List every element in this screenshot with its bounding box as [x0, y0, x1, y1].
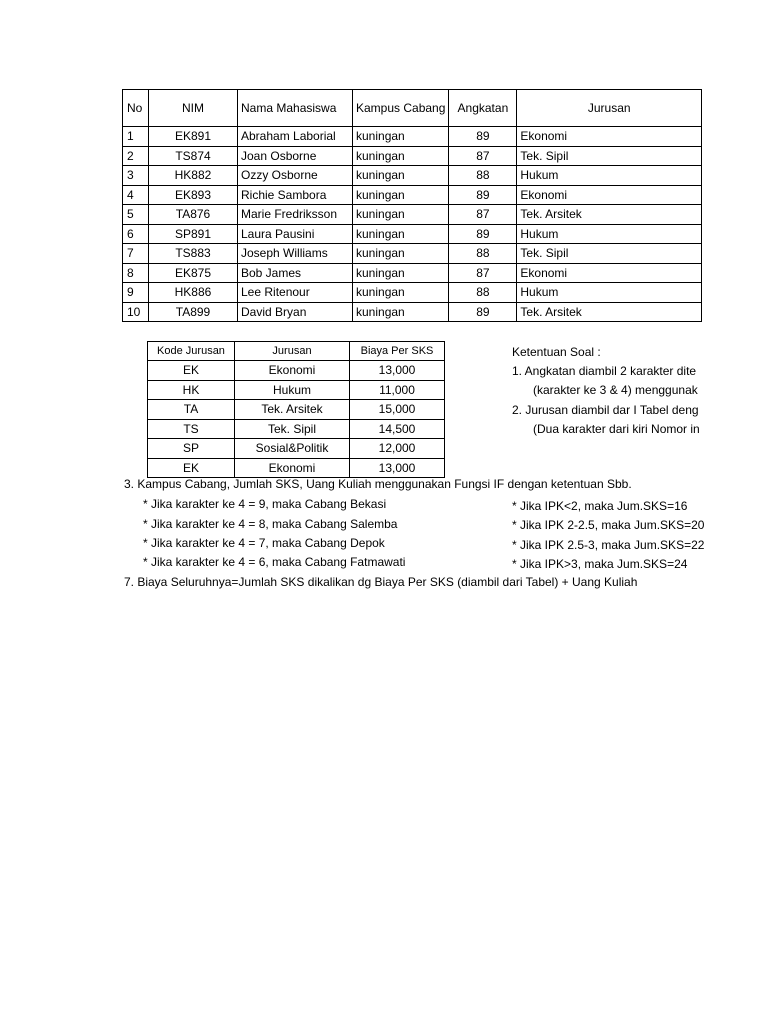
cell-biaya-per-sks: 15,000	[350, 400, 445, 420]
cell-nama: Lee Ritenour	[238, 283, 353, 303]
cell-nama: Joan Osborne	[238, 146, 353, 166]
cell-jurusan: Ekonomi	[517, 185, 702, 205]
cell-jurusan: Hukum	[517, 224, 702, 244]
cell-kode-jurusan: SP	[148, 439, 235, 459]
ketentuan-line-1b: (karakter ke 3 & 4) menggunak	[533, 383, 698, 397]
header-nama: Nama Mahasiswa	[238, 90, 353, 127]
cell-kampus: kuningan	[353, 283, 449, 303]
cell-biaya-per-sks: 11,000	[350, 380, 445, 400]
cell-kampus: kuningan	[353, 127, 449, 147]
cell-jurusan: Hukum	[517, 166, 702, 186]
ref-table-row	[148, 361, 445, 381]
cell-ref-jurusan: Tek. Sipil	[235, 419, 350, 439]
cell-no: 7	[123, 244, 149, 264]
cell-nama: Richie Sambora	[238, 185, 353, 205]
cell-ref-jurusan: Ekonomi	[235, 361, 350, 381]
cell-kampus: kuningan	[353, 302, 449, 322]
ketentuan-title: Ketentuan Soal :	[512, 345, 601, 359]
cell-angkatan: 88	[449, 283, 517, 303]
cell-angkatan: 87	[449, 146, 517, 166]
cell-kode-jurusan: TS	[148, 419, 235, 439]
cell-no: 2	[123, 146, 149, 166]
ketentuan-line-1: 1. Angkatan diambil 2 karakter dite	[512, 364, 697, 378]
rule-3-ipk-4: * Jika IPK>3, maka Jum.SKS=24	[512, 557, 688, 571]
jurusan-reference-table	[147, 341, 445, 478]
cell-kampus: kuningan	[353, 146, 449, 166]
table-row	[123, 263, 702, 283]
table-row	[123, 205, 702, 225]
student-table-header	[123, 90, 702, 127]
cell-kode-jurusan: EK	[148, 361, 235, 381]
cell-kode-jurusan: HK	[148, 380, 235, 400]
cell-nim: EK875	[149, 263, 238, 283]
cell-no: 10	[123, 302, 149, 322]
cell-nim: TS874	[149, 146, 238, 166]
cell-nim: TA899	[149, 302, 238, 322]
cell-biaya-per-sks: 13,000	[350, 361, 445, 381]
ref-table-row	[148, 419, 445, 439]
cell-jurusan: Tek. Arsitek	[517, 302, 702, 322]
table-row	[123, 283, 702, 303]
header-biaya-per-sks: Biaya Per SKS	[350, 342, 445, 361]
rule-3-ipk-1: * Jika IPK<2, maka Jum.SKS=16	[512, 499, 688, 513]
header-no: No	[123, 90, 149, 127]
cell-nim: EK893	[149, 185, 238, 205]
cell-nim: HK882	[149, 166, 238, 186]
cell-angkatan: 87	[449, 263, 517, 283]
cell-no: 3	[123, 166, 149, 186]
cell-kampus: kuningan	[353, 166, 449, 186]
cell-nama: Laura Pausini	[238, 224, 353, 244]
rule-3-cabang-4: * Jika karakter ke 4 = 6, maka Cabang Fatmawati	[143, 555, 406, 569]
cell-jurusan: Tek. Sipil	[517, 146, 702, 166]
cell-nim: SP891	[149, 224, 238, 244]
ref-table-row	[148, 458, 445, 478]
cell-no: 9	[123, 283, 149, 303]
cell-ref-jurusan: Sosial&Politik	[235, 439, 350, 459]
cell-ref-jurusan: Ekonomi	[235, 458, 350, 478]
cell-nim: HK886	[149, 283, 238, 303]
cell-no: 8	[123, 263, 149, 283]
header-jurusan: Jurusan	[517, 90, 702, 127]
header-angkatan: Angkatan	[449, 90, 517, 127]
cell-kode-jurusan: EK	[148, 458, 235, 478]
cell-nim: EK891	[149, 127, 238, 147]
cell-angkatan: 89	[449, 224, 517, 244]
table-row	[123, 166, 702, 186]
table-row	[123, 302, 702, 322]
table-row	[123, 244, 702, 264]
cell-kode-jurusan: TA	[148, 400, 235, 420]
header-kode-jurusan: Kode Jurusan	[148, 342, 235, 361]
cell-nama: Bob James	[238, 263, 353, 283]
student-table	[122, 89, 702, 322]
cell-angkatan: 88	[449, 244, 517, 264]
cell-biaya-per-sks: 14,500	[350, 419, 445, 439]
ketentuan-line-2: 2. Jurusan diambil dar I Tabel deng	[512, 403, 699, 417]
cell-nama: Marie Fredriksson	[238, 205, 353, 225]
ref-table-header	[148, 342, 445, 361]
cell-no: 1	[123, 127, 149, 147]
cell-jurusan: Tek. Sipil	[517, 244, 702, 264]
cell-nama: Ozzy Osborne	[238, 166, 353, 186]
table-row	[123, 127, 702, 147]
cell-jurusan: Tek. Arsitek	[517, 205, 702, 225]
cell-nim: TS883	[149, 244, 238, 264]
cell-biaya-per-sks: 12,000	[350, 439, 445, 459]
cell-jurusan: Ekonomi	[517, 127, 702, 147]
table-row	[123, 146, 702, 166]
cell-jurusan: Ekonomi	[517, 263, 702, 283]
cell-kampus: kuningan	[353, 224, 449, 244]
header-ref-jurusan: Jurusan	[235, 342, 350, 361]
rule-3-ipk-2: * Jika IPK 2-2.5, maka Jum.SKS=20	[512, 518, 704, 532]
cell-angkatan: 89	[449, 185, 517, 205]
rule-7: 7. Biaya Seluruhnya=Jumlah SKS dikalikan dg Biaya Per SKS (diambil dari Tabel) + Uang Kuliah	[124, 575, 638, 589]
header-kampus: Kampus Cabang	[353, 90, 449, 127]
cell-kampus: kuningan	[353, 263, 449, 283]
rule-3-cabang-2: * Jika karakter ke 4 = 8, maka Cabang Salemba	[143, 517, 398, 531]
cell-nim: TA876	[149, 205, 238, 225]
cell-jurusan: Hukum	[517, 283, 702, 303]
rule-3-cabang-1: * Jika karakter ke 4 = 9, maka Cabang Bekasi	[143, 497, 387, 511]
cell-biaya-per-sks: 13,000	[350, 458, 445, 478]
cell-nama: Abraham Laborial	[238, 127, 353, 147]
rule-3-cabang-3: * Jika karakter ke 4 = 7, maka Cabang Depok	[143, 536, 385, 550]
cell-no: 4	[123, 185, 149, 205]
ref-table-row	[148, 400, 445, 420]
header-nim: NIM	[149, 90, 238, 127]
ref-table-row	[148, 439, 445, 459]
cell-angkatan: 88	[449, 166, 517, 186]
rule-3-ipk-3: * Jika IPK 2.5-3, maka Jum.SKS=22	[512, 538, 704, 552]
cell-nama: David Bryan	[238, 302, 353, 322]
table-row	[123, 224, 702, 244]
cell-kampus: kuningan	[353, 244, 449, 264]
cell-nama: Joseph Williams	[238, 244, 353, 264]
cell-no: 6	[123, 224, 149, 244]
cell-angkatan: 89	[449, 302, 517, 322]
cell-angkatan: 87	[449, 205, 517, 225]
table-row	[123, 185, 702, 205]
cell-kampus: kuningan	[353, 205, 449, 225]
cell-angkatan: 89	[449, 127, 517, 147]
cell-ref-jurusan: Hukum	[235, 380, 350, 400]
cell-kampus: kuningan	[353, 185, 449, 205]
ketentuan-line-2b: (Dua karakter dari kiri Nomor in	[533, 422, 700, 436]
cell-ref-jurusan: Tek. Arsitek	[235, 400, 350, 420]
rule-3-title: 3. Kampus Cabang, Jumlah SKS, Uang Kuliah menggunakan Fungsi IF dengan ketentuan Sbb.	[124, 477, 632, 491]
cell-no: 5	[123, 205, 149, 225]
ref-table-row	[148, 380, 445, 400]
